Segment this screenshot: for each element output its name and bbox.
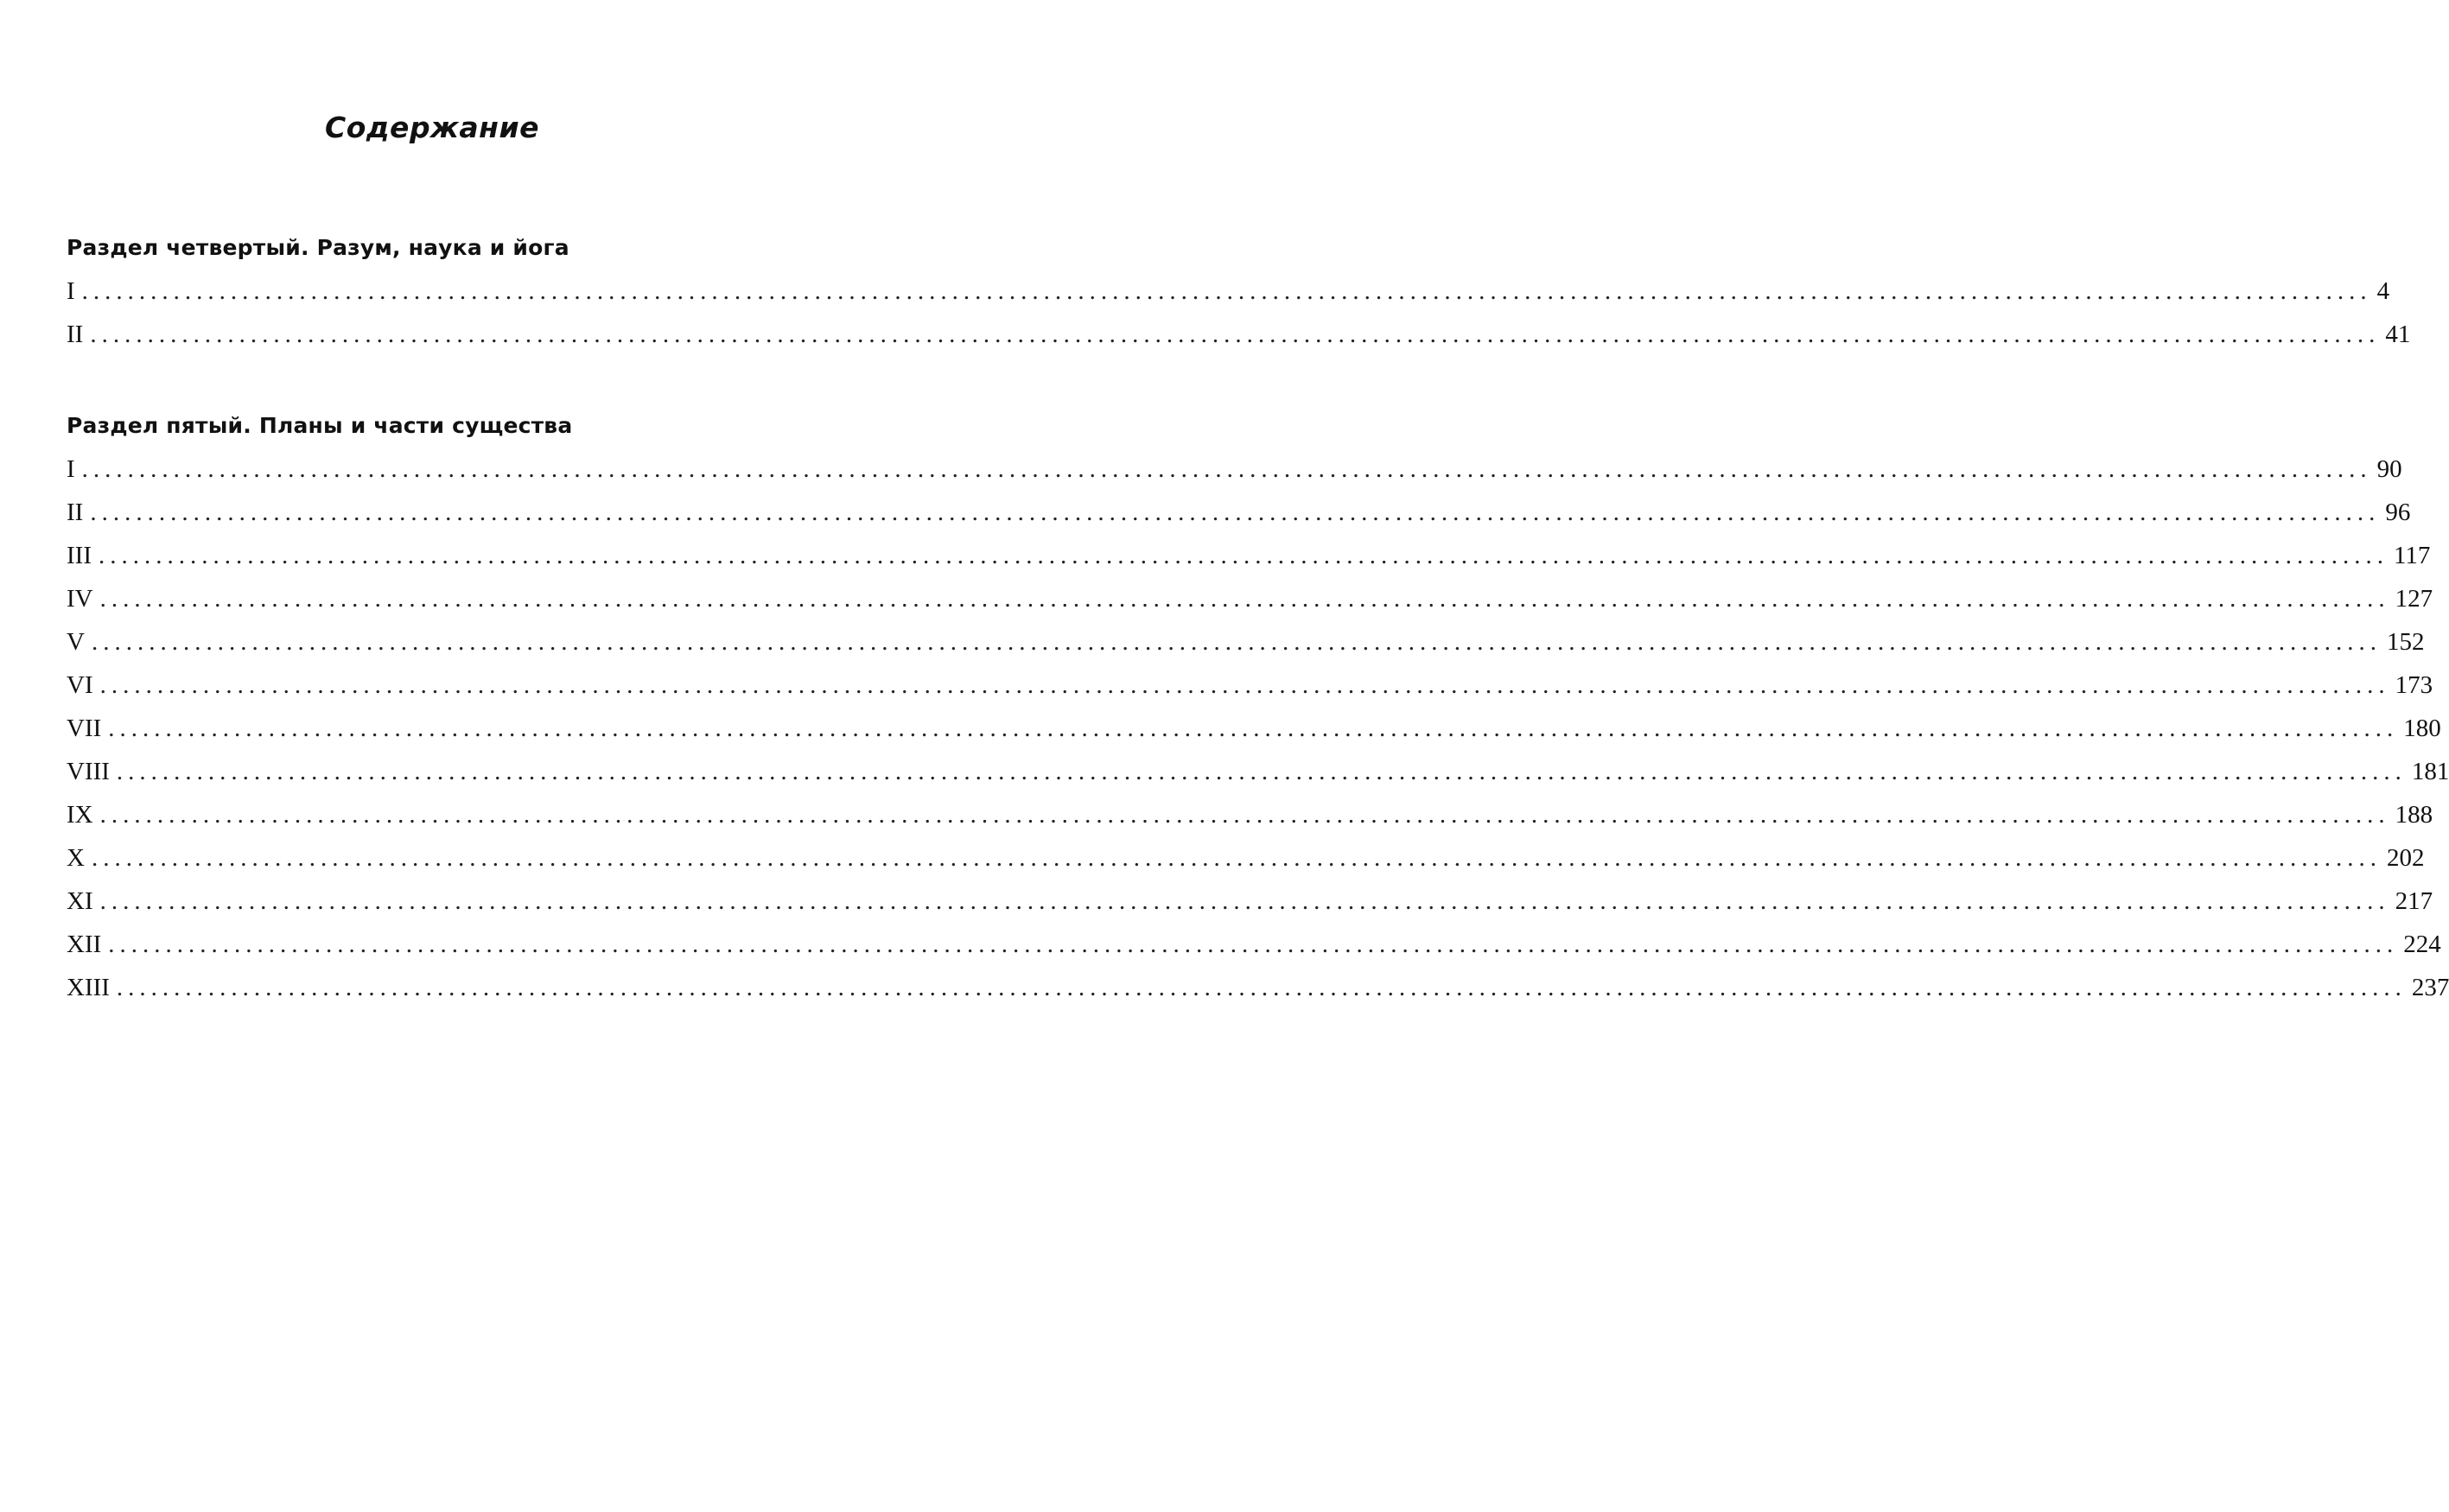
entry-page-number: 96 bbox=[2385, 499, 2411, 526]
toc-entry[interactable] bbox=[67, 923, 2441, 966]
entry-page-number: 188 bbox=[2395, 801, 2433, 829]
entry-number: X bbox=[67, 844, 85, 872]
entry-number: VIII bbox=[67, 758, 110, 785]
toc-entry[interactable] bbox=[67, 793, 2433, 836]
toc-entry[interactable] bbox=[67, 448, 2402, 491]
dot-leader: ........................................................................................................................................................................................................ bbox=[81, 455, 2372, 483]
dot-leader: ........................................................................................................................................................................................................ bbox=[116, 758, 2407, 785]
entry-page-number: 180 bbox=[2403, 715, 2441, 742]
entry-page-number: 224 bbox=[2403, 931, 2441, 958]
entry-number: II bbox=[67, 499, 84, 526]
entry-page-number: 217 bbox=[2395, 887, 2433, 915]
entry-number: IX bbox=[67, 801, 93, 829]
toc-entry[interactable] bbox=[67, 313, 2411, 356]
section-entries bbox=[67, 270, 2411, 356]
entry-number: IV bbox=[67, 585, 93, 613]
toc-entry[interactable] bbox=[67, 664, 2433, 707]
entry-page-number: 41 bbox=[2385, 321, 2411, 348]
dot-leader: ........................................................................................................................................................................................................ bbox=[90, 321, 2381, 348]
toc-entry[interactable] bbox=[67, 534, 2431, 577]
entry-page-number: 202 bbox=[2386, 844, 2425, 872]
section-entries bbox=[67, 448, 2449, 1009]
toc-entry[interactable] bbox=[67, 620, 2425, 664]
toc-entry[interactable] bbox=[67, 836, 2425, 880]
entry-page-number: 173 bbox=[2395, 671, 2433, 699]
entry-page-number: 152 bbox=[2386, 628, 2425, 656]
entry-number: I bbox=[67, 277, 75, 305]
dot-leader: ........................................................................................................................................................................................................ bbox=[108, 931, 2399, 958]
dot-leader: ........................................................................................................................................................................................................ bbox=[108, 715, 2399, 742]
entry-page-number: 117 bbox=[2393, 542, 2431, 569]
section-heading: Раздел четвертый. Разум, наука и йога bbox=[67, 235, 569, 260]
entry-number: XII bbox=[67, 931, 102, 958]
dot-leader: ........................................................................................................................................................................................................ bbox=[99, 801, 2390, 829]
dot-leader: ........................................................................................................................................................................................................ bbox=[90, 499, 2381, 526]
dot-leader: ........................................................................................................................................................................................................ bbox=[99, 585, 2390, 613]
toc-entry[interactable] bbox=[67, 966, 2449, 1009]
entry-page-number: 181 bbox=[2411, 758, 2449, 785]
entry-number: XI bbox=[67, 887, 93, 915]
entry-number: V bbox=[67, 628, 85, 656]
entry-page-number: 237 bbox=[2411, 974, 2449, 1001]
section-heading: Раздел пятый. Планы и части существа bbox=[67, 413, 573, 438]
toc-entry[interactable] bbox=[67, 750, 2449, 793]
entry-page-number: 127 bbox=[2395, 585, 2433, 613]
toc-entry[interactable] bbox=[67, 491, 2411, 534]
toc-entry[interactable] bbox=[67, 270, 2390, 313]
entry-page-number: 4 bbox=[2376, 277, 2390, 305]
page-title: Содержание bbox=[325, 111, 539, 144]
dot-leader: ........................................................................................................................................................................................................ bbox=[99, 887, 2390, 915]
entry-number: VII bbox=[67, 715, 102, 742]
dot-leader: ........................................................................................................................................................................................................ bbox=[81, 277, 2372, 305]
dot-leader: ........................................................................................................................................................................................................ bbox=[98, 542, 2389, 569]
entry-number: I bbox=[67, 455, 75, 483]
dot-leader: ........................................................................................................................................................................................................ bbox=[91, 844, 2382, 872]
toc-entry[interactable] bbox=[67, 577, 2433, 620]
dot-leader: ........................................................................................................................................................................................................ bbox=[99, 671, 2390, 699]
dot-leader: ........................................................................................................................................................................................................ bbox=[116, 974, 2407, 1001]
entry-number: II bbox=[67, 321, 84, 348]
entry-number: III bbox=[67, 542, 92, 569]
entry-number: VI bbox=[67, 671, 93, 699]
dot-leader: ........................................................................................................................................................................................................ bbox=[91, 628, 2382, 656]
entry-number: XIII bbox=[67, 974, 110, 1001]
toc-entry[interactable] bbox=[67, 880, 2433, 923]
toc-entry[interactable] bbox=[67, 707, 2441, 750]
entry-page-number: 90 bbox=[2376, 455, 2402, 483]
